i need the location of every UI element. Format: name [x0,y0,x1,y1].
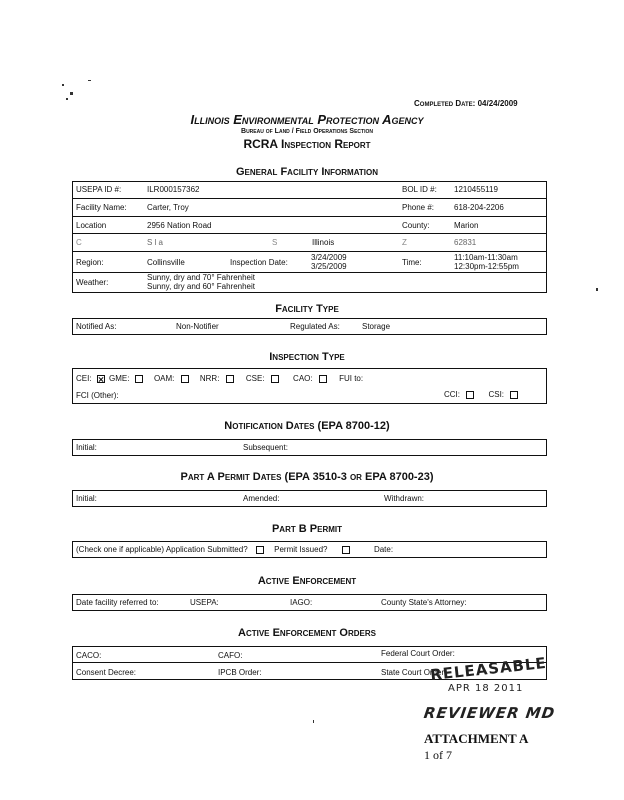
inspection-type-title: Inspection Type [269,351,345,363]
state-order-label: State Court Order: [381,668,447,677]
referred-label: Date facility referred to: [76,598,159,607]
notification-subsequent: Subsequent: [243,443,288,452]
scan-speck [596,288,598,291]
state-value: Illinois [312,238,335,247]
regulated-value: Storage [362,322,391,331]
fci-label: FCI (Other): [76,391,119,400]
report-title: RCRA Inspection Report [243,137,371,151]
scan-speck [313,720,314,723]
cse-label: CSE: [245,374,265,383]
reviewer-stamp: REVIEWER MD [422,704,557,722]
part-a-box [72,490,547,507]
iago-label: IAGO: [290,598,313,607]
nrr-checkbox[interactable] [226,375,234,383]
permit-issued-label: Permit Issued? [274,545,328,554]
county-value: Marion [454,221,479,230]
gme-label: GME: [109,374,130,383]
scan-speck [70,92,73,95]
phone-label: Phone #: [402,203,435,212]
stamp-date: APR 18 2011 [448,683,524,694]
part-b-date-label: Date: [373,545,394,554]
permit-issued-checkbox[interactable] [342,546,350,554]
facility-name-label: Facility Name: [76,203,127,212]
csi-label: CSI: [488,390,505,399]
releasable-stamp: RELEASABLE [429,653,548,685]
scan-speck [66,98,68,100]
enforcement-title: Active Enforcement [257,575,357,587]
nrr-label: NRR: [199,374,220,383]
oam-checkbox[interactable] [181,375,189,383]
application-submitted-checkbox[interactable] [256,546,264,554]
csi-checkbox[interactable] [510,391,518,399]
consent-decree-label: Consent Decree: [76,668,137,677]
scan-speck [62,84,64,86]
attachment-page: 1 of 7 [424,748,452,762]
usepa-id-value: ILR000157362 [147,185,200,194]
cci-checkbox[interactable] [466,391,474,399]
bureau-name: Bureau of Land / Field Operations Section [241,128,373,135]
location-value: 2956 Nation Road [147,221,212,230]
region-label: Region: [76,258,104,267]
fui-label: FUI to: [339,374,364,383]
region-value: Collinsville [147,258,185,267]
phone-value: 618-204-2206 [454,203,504,212]
part-a-withdrawn: Withdrawn: [384,494,425,503]
inspection-date-2: 3/25/2009 [311,262,347,271]
city-label: C [76,238,82,247]
notification-title: Notification Dates (EPA 8700-12) [224,420,390,432]
cei-label: CEI: [76,374,92,383]
weather-1: Sunny, dry and 70° Fahrenheit [147,273,256,282]
cao-checkbox[interactable] [319,375,327,383]
attachment-title: ATTACHMENT A [424,731,529,746]
weather-2: Sunny, dry and 60° Fahrenheit [147,282,256,291]
completed-value: 04/24/2009 [477,99,518,108]
orders-title: Active Enforcement Orders [238,627,376,639]
usepa-label: USEPA: [190,598,219,607]
federal-order-label: Federal Court Order: [381,649,455,658]
general-title: General Facility Information [235,166,379,178]
oam-label: OAM: [153,374,175,383]
notification-initial: Initial: [76,443,97,452]
county-label: County: [402,221,430,230]
facility-name-value: Carter, Troy [147,203,189,212]
part-a-amended: Amended: [243,494,280,503]
weather-label: Weather: [76,278,109,287]
time-label: Time: [402,258,422,267]
notified-value: Non-Notifier [176,322,219,331]
part-a-initial: Initial: [76,494,97,503]
agency-name: Illinois Environmental Protection Agency [190,112,424,127]
scan-speck [88,80,91,81]
application-submitted-label: (Check one if applicable) Application Submitted? [76,545,248,554]
notified-label: Notified As: [76,322,117,331]
ipcb-order-label: IPCB Order: [218,668,262,677]
time-2: 12:30pm-12:55pm [454,262,519,271]
part-a-title: Part A Permit Dates (EPA 3510-3 or EPA 8700-23) [180,471,434,483]
cao-label: CAO: [293,374,313,383]
zip-label: Z [402,238,407,247]
cei-checkbox[interactable] [97,375,105,383]
facility-type-title: Facility Type [275,303,339,315]
county-attorney-label: County State's Attorney: [381,598,467,607]
bol-id-value: 1210455119 [454,185,498,194]
cci-label: CCI: [444,390,460,399]
inspection-row-1 [76,374,363,383]
inspection-date-label: Inspection Date: [230,258,288,267]
time-1: 11:10am-11:30am [454,253,518,262]
usepa-id-label: USEPA ID #: [76,185,122,194]
location-label: Location [76,221,107,230]
cse-checkbox[interactable] [271,375,279,383]
notification-box [72,439,547,456]
part-b-title: Part B Permit [271,523,343,535]
completed-label: Completed Date: [414,99,476,108]
city-value: S l a [147,238,164,247]
bol-id-label: BOL ID #: [402,185,437,194]
state-label: S [272,238,278,247]
cafo-label: CAFO: [218,651,243,660]
inspection-date-1: 3/24/2009 [311,253,347,262]
zip-value: 62831 [454,238,477,247]
regulated-label: Regulated As: [290,322,340,331]
caco-label: CACO: [76,651,102,660]
inspection-row-2 [444,390,518,399]
gme-checkbox[interactable] [135,375,143,383]
completed-date [414,99,518,108]
part-b-row [76,545,393,554]
